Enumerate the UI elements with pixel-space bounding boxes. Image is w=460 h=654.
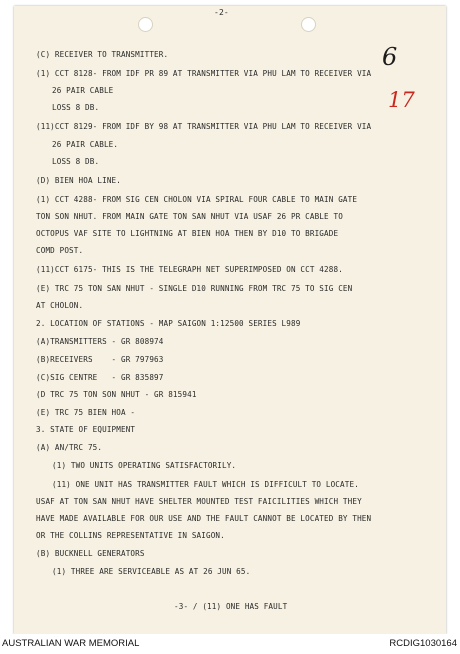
text-line: HAVE MADE AVAILABLE FOR OUR USE AND THE FAULT CANNOT BE LOCATED BY THEN	[36, 514, 372, 523]
text-line: (E) TRC 75 BIEN HOA -	[36, 408, 136, 417]
text-line: (C) RECEIVER TO TRANSMITTER.	[36, 50, 169, 59]
text-line: (B)RECEIVERS - GR 797963	[36, 355, 164, 364]
text-line: (B) BUCKNELL GENERATORS	[36, 549, 145, 558]
footer-record-id: RCDIG1030164	[389, 638, 457, 649]
text-line: 26 PAIR CABLE.	[52, 140, 119, 149]
text-line: (11)CCT 8129- FROM IDF BY 98 AT TRANSMITTER VIA PHU LAM TO RECEIVER VIA	[36, 122, 372, 131]
punch-hole	[301, 17, 316, 32]
text-line: 26 PAIR CABLE	[52, 86, 114, 95]
text-line: (1) CCT 4288- FROM SIG CEN CHOLON VIA SPIRAL FOUR CABLE TO MAIN GATE	[36, 195, 358, 204]
text-line: (A)TRANSMITTERS - GR 808974	[36, 337, 164, 346]
text-line: 2. LOCATION OF STATIONS - MAP SAIGON 1:12500 SERIES L989	[36, 319, 301, 328]
text-line: COMD POST.	[36, 246, 84, 255]
text-line: LOSS 8 DB.	[52, 103, 100, 112]
text-line: (11)CCT 6175- THIS IS THE TELEGRAPH NET SUPERIMPOSED ON CCT 4288.	[36, 265, 343, 274]
text-line: USAF AT TON SAN NHUT HAVE SHELTER MOUNTED TEST FAICILITIES WHICH THEY	[36, 497, 362, 506]
punch-hole	[138, 17, 153, 32]
text-line: (C)SIG CENTRE - GR 835897	[36, 373, 164, 382]
text-line: (1) TWO UNITS OPERATING SATISFACTORILY.	[52, 461, 237, 470]
text-line: (11) ONE UNIT HAS TRANSMITTER FAULT WHICH IS DIFFICULT TO LOCATE.	[52, 480, 359, 489]
text-line: (D) BIEN HOA LINE.	[36, 176, 121, 185]
text-line: (1) CCT 8128- FROM IDF PR 89 AT TRANSMITTER VIA PHU LAM TO RECEIVER VIA	[36, 69, 372, 78]
page-number: -2-	[214, 8, 229, 17]
text-line: OCTOPUS VAF SITE TO LIGHTNING AT BIEN HOA THEN BY D10 TO BRIGADE	[36, 229, 339, 238]
handwritten-letter: 6	[382, 43, 398, 71]
catchword: -3- / (11) ONE HAS FAULT	[174, 602, 288, 611]
text-line: AT CHOLON.	[36, 301, 84, 310]
handwritten-number: 17	[388, 88, 415, 112]
text-line: TON SON NHUT. FROM MAIN GATE TON SAN NHUT VIA USAF 26 PR CABLE TO	[36, 212, 343, 221]
text-line: (D TRC 75 TON SON NHUT - GR 815941	[36, 390, 197, 399]
text-line: (A) AN/TRC 75.	[36, 443, 103, 452]
text-line: 3. STATE OF EQUIPMENT	[36, 425, 136, 434]
document-page	[14, 6, 446, 634]
text-line: OR THE COLLINS REPRESENTATIVE IN SAIGON.	[36, 531, 225, 540]
footer-bar	[0, 634, 460, 654]
text-line: (E) TRC 75 TON SAN NHUT - SINGLE D10 RUNNING FROM TRC 75 TO SIG CEN	[36, 284, 353, 293]
text-line: LOSS 8 DB.	[52, 157, 100, 166]
text-line: (1) THREE ARE SERVICEABLE AS AT 26 JUN 65.	[52, 567, 251, 576]
footer-archive-name: AUSTRALIAN WAR MEMORIAL	[2, 638, 140, 649]
